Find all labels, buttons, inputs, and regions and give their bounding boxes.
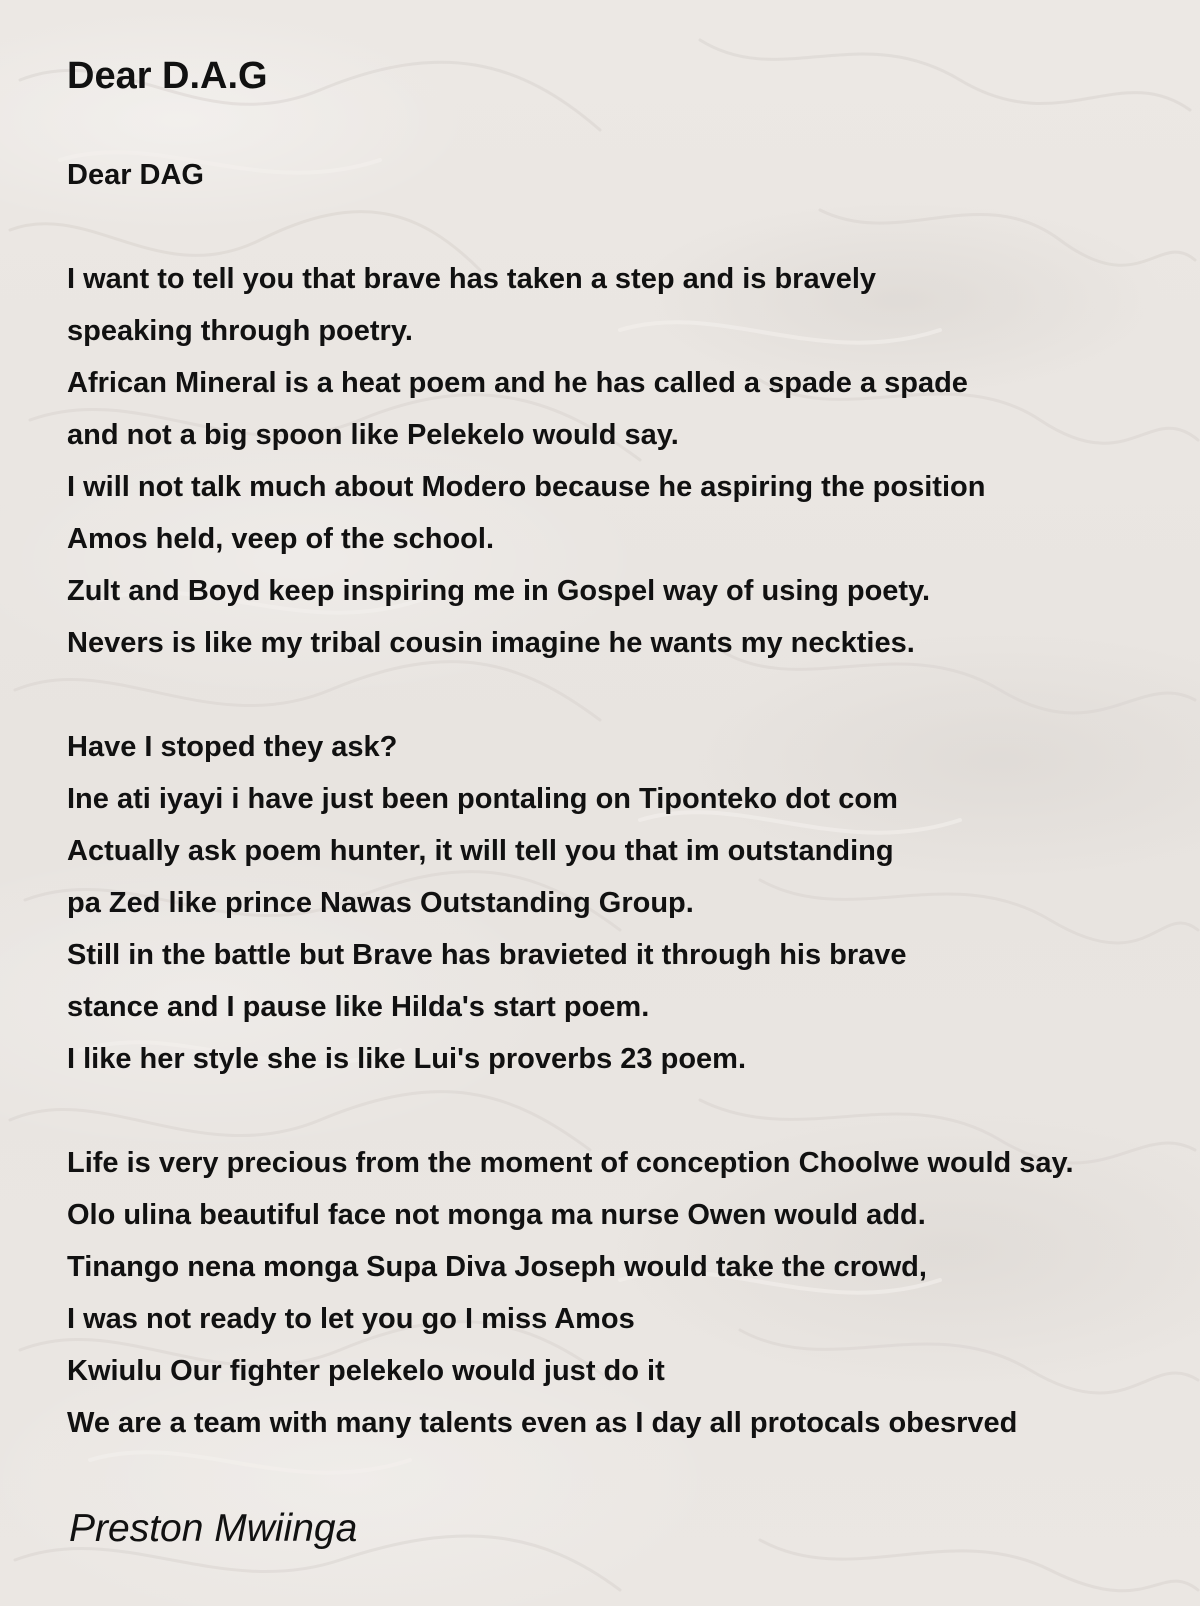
poem-line: We are a team with many talents even as I day all protocals obesrved [67,1407,1018,1439]
stanza-break [67,201,1192,253]
poem-line: and not a big spoon like Pelekelo would say. [67,419,679,451]
poem-line: Zult and Boyd keep inspiring me in Gospel way of using poety. [67,575,931,607]
poem-line: I was not ready to let you go I miss Amos [67,1303,635,1335]
stanza-3 [67,721,1192,1085]
poem-line: Ine ati iyayi i have just been pontaling on Tiponteko dot com [67,783,898,815]
stanza-2 [67,253,1192,669]
poem-line: stance and I pause like Hilda's start poem. [67,991,650,1023]
poem-line: Still in the battle but Brave has bravieted it through his brave [67,939,907,971]
stanza-1 [67,149,1192,201]
poem-title: Dear D.A.G [67,55,268,97]
poem-line: Life is very precious from the moment of conception Choolwe would say. [67,1147,1074,1179]
poem-body [67,149,1192,1449]
poem-line: speaking through poetry. [67,315,413,347]
poem-line: I want to tell you that brave has taken a step and is bravely [67,263,877,295]
poem-author: Preston Mwiinga [69,1507,358,1550]
poem-line: Have I stoped they ask? [67,731,398,763]
poem-line: Tinango nena monga Supa Diva Joseph would take the crowd, [67,1251,927,1283]
poem-line: I like her style she is like Lui's proverbs 23 poem. [67,1043,747,1075]
poem-line: Olo ulina beautiful face not monga ma nurse Owen would add. [67,1199,926,1231]
poem-line: pa Zed like prince Nawas Outstanding Group. [67,887,694,919]
stanza-break [67,669,1192,721]
poem-line: Actually ask poem hunter, it will tell you that im outstanding [67,835,894,867]
poem-line: Amos held, veep of the school. [67,523,495,555]
stanza-4 [67,1137,1192,1449]
poem-line: I will not talk much about Modero because he aspiring the position [67,471,986,503]
poem-line: Kwiulu Our fighter pelekelo would just do it [67,1355,665,1387]
poem-line: African Mineral is a heat poem and he has called a spade a spade [67,367,968,399]
stanza-break [67,1085,1192,1137]
poem-line: Dear DAG [67,159,204,191]
poem-line: Nevers is like my tribal cousin imagine he wants my neckties. [67,627,915,659]
